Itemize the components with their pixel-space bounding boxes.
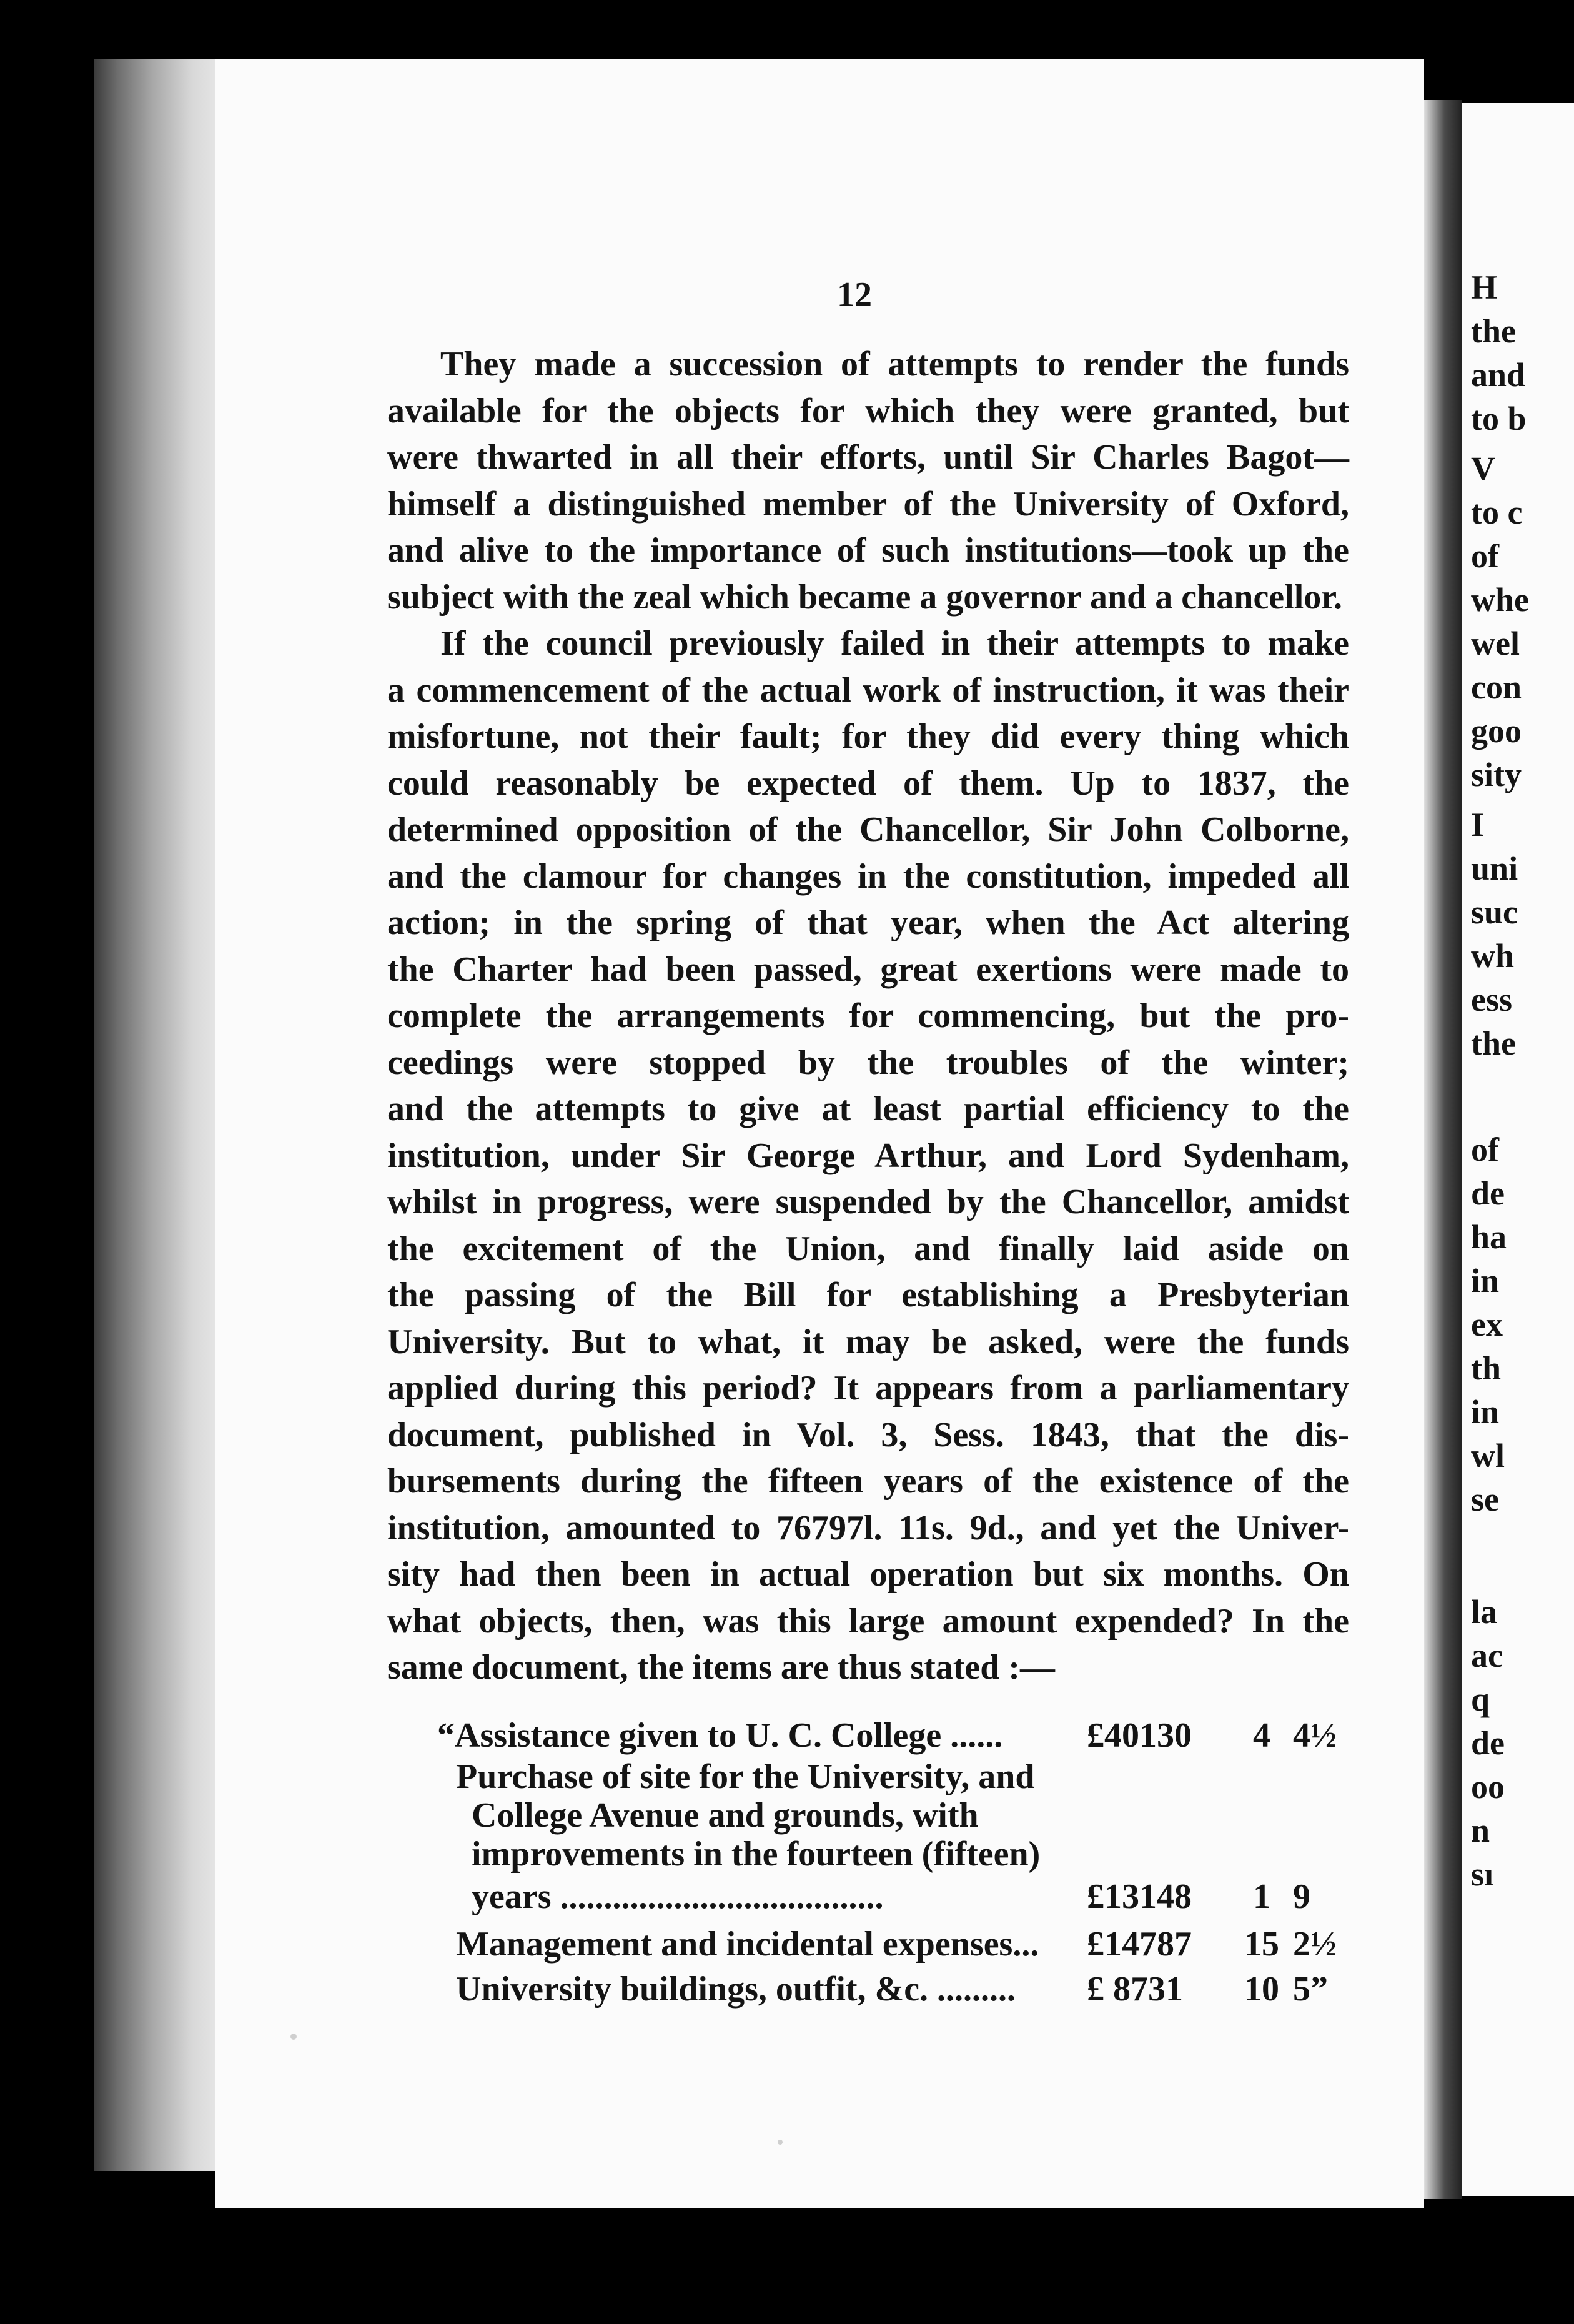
table-row xyxy=(437,1795,1349,1836)
table-row xyxy=(437,1756,1349,1797)
table-row xyxy=(437,1876,1349,1917)
row-label: University buildings, outfit, &c. ......... xyxy=(456,1970,1016,2009)
facing-page-fragment: q xyxy=(1471,1681,1490,1718)
facing-page-fragment: ex xyxy=(1471,1306,1503,1343)
table-row xyxy=(437,1834,1349,1875)
table-row xyxy=(437,1924,1349,1965)
text-line: sity had then been in actual operation but six months. On xyxy=(387,1555,1349,1594)
row-amount: £13148 xyxy=(1087,1877,1192,1916)
text-line: misfortune, not their fault; for they did every thing which xyxy=(387,717,1349,756)
row-label: improvements in the fourteen (fifteen) xyxy=(472,1835,1041,1874)
text-line: document, published in Vol. 3, Sess. 1843, that the dis- xyxy=(387,1415,1349,1454)
facing-page-fragment: ha xyxy=(1471,1218,1507,1256)
facing-page-fragment: wl xyxy=(1471,1437,1505,1474)
text-line: and the clamour for changes in the constitution, impeded all xyxy=(387,857,1349,896)
text-line: and the attempts to give at least partial efficiency to the xyxy=(387,1090,1349,1128)
facing-page-fragment: in xyxy=(1471,1393,1500,1431)
row-pence: 4½ xyxy=(1293,1716,1337,1755)
row-pence: 2½ xyxy=(1293,1925,1337,1964)
text-line: ceedings were stopped by the troubles of the winter; xyxy=(387,1043,1349,1082)
text-line: a commencement of the actual work of instruction, it was their xyxy=(387,670,1349,710)
text-line: complete the arrangements for commencing, but the pro- xyxy=(387,996,1349,1035)
facing-page-fragment: wel xyxy=(1471,625,1520,662)
text-line: whilst in progress, were suspended by the Chancellor, amidst xyxy=(387,1183,1349,1221)
page-edge-left xyxy=(94,59,225,2171)
facing-page-fragment: wh xyxy=(1471,937,1515,975)
facing-page-fragment: sity xyxy=(1471,756,1522,793)
text-line: bursements during the fifteen years of the existence of the xyxy=(387,1462,1349,1501)
row-shillings: 10 xyxy=(1244,1970,1279,2009)
text-line: applied during this period? It appears from a parliamentary xyxy=(387,1369,1349,1408)
page-edge-right xyxy=(1424,100,1462,2199)
row-label: years ..................................... xyxy=(472,1877,884,1916)
facing-page-fragment: in xyxy=(1471,1262,1500,1299)
text-line: If the council previously failed in their attempts to make xyxy=(440,624,1349,663)
text-line: what objects, then, was this large amount expended? In the xyxy=(387,1601,1349,1641)
row-pence: 5” xyxy=(1293,1970,1328,2009)
facing-page-fragment: la xyxy=(1471,1593,1498,1631)
facing-page-fragment: th xyxy=(1471,1349,1502,1387)
facing-page-fragment: I xyxy=(1471,806,1485,843)
facing-page-fragment: ess xyxy=(1471,981,1512,1018)
row-shillings: 1 xyxy=(1253,1877,1270,1916)
text-line: University. But to what, it may be asked, were the funds xyxy=(387,1322,1349,1361)
text-line: the excitement of the Union, and finally laid aside on xyxy=(387,1229,1349,1268)
facing-page-fragment: de xyxy=(1471,1174,1505,1212)
row-pence: 9 xyxy=(1293,1877,1310,1916)
row-label: Purchase of site for the University, and xyxy=(456,1757,1035,1796)
row-amount: £40130 xyxy=(1087,1716,1192,1755)
facing-page-fragment: se xyxy=(1471,1481,1499,1518)
facing-page-fragment: goo xyxy=(1471,712,1522,750)
facing-page-fragment: uni xyxy=(1471,850,1518,887)
text-line: available for the objects for which they were granted, but xyxy=(387,391,1349,430)
facing-page-fragment: to b xyxy=(1471,400,1527,437)
facing-page-fragment: de xyxy=(1471,1724,1505,1762)
facing-page-fragment: H xyxy=(1471,269,1498,306)
text-line: and alive to the importance of such institutions—took up the xyxy=(387,531,1349,570)
facing-page-fragment: of xyxy=(1471,537,1499,575)
text-line: institution, under Sir George Arthur, and Lord Sydenham, xyxy=(387,1136,1349,1175)
text-line: were thwarted in all their efforts, until Sir Charles Bagot— xyxy=(387,438,1349,477)
facing-page-fragment: V xyxy=(1471,450,1495,487)
row-label: “Assistance given to U. C. College ...... xyxy=(437,1716,1003,1755)
row-amount: £ 8731 xyxy=(1087,1970,1183,2009)
text-line: determined opposition of the Chancellor, Sir John Colborne, xyxy=(387,810,1349,849)
text-line: action; in the spring of that year, when the Act altering xyxy=(387,903,1349,942)
table-row xyxy=(437,1715,1349,1756)
text-line: himself a distinguished member of the University of Oxford, xyxy=(387,484,1349,524)
text-line: They made a succession of attempts to render the funds xyxy=(440,345,1349,384)
text-line: institution, amounted to 76797l. 11s. 9d., and yet the Univer- xyxy=(387,1508,1349,1547)
facing-page-fragment: con xyxy=(1471,668,1522,706)
table-row xyxy=(437,1969,1349,2010)
text-line: subject with the zeal which became a governor and a chancellor. xyxy=(387,577,1342,617)
facing-page-fragment: n xyxy=(1471,1812,1490,1849)
facing-page-fragment: of xyxy=(1471,1131,1499,1168)
facing-page-fragment: whe xyxy=(1471,581,1529,618)
facing-page-fragment: ac xyxy=(1471,1637,1503,1674)
facing-page-fragment: suc xyxy=(1471,893,1518,931)
text-line: could reasonably be expected of them. Up to 1837, the xyxy=(387,763,1349,803)
facing-page-fragment: sı xyxy=(1471,1855,1494,1893)
text-line: same document, the items are thus stated :— xyxy=(387,1648,1056,1687)
facing-page-fragment: the xyxy=(1471,1025,1516,1062)
row-amount: £14787 xyxy=(1087,1925,1192,1964)
facing-page-fragment: and xyxy=(1471,356,1526,394)
row-shillings: 15 xyxy=(1244,1925,1279,1964)
facing-page-fragment: oo xyxy=(1471,1768,1505,1805)
row-shillings: 4 xyxy=(1253,1716,1270,1755)
facing-page xyxy=(1462,103,1574,2196)
row-label: Management and incidental expenses... xyxy=(456,1925,1039,1964)
facing-page-fragment: the xyxy=(1471,312,1516,350)
row-label: College Avenue and grounds, with xyxy=(472,1796,979,1835)
page-number: 12 xyxy=(837,276,872,314)
facing-page-fragment: to c xyxy=(1471,494,1523,531)
text-line: the passing of the Bill for establishing a Presbyterian xyxy=(387,1276,1349,1314)
text-line: the Charter had been passed, great exertions were made to xyxy=(387,950,1349,989)
